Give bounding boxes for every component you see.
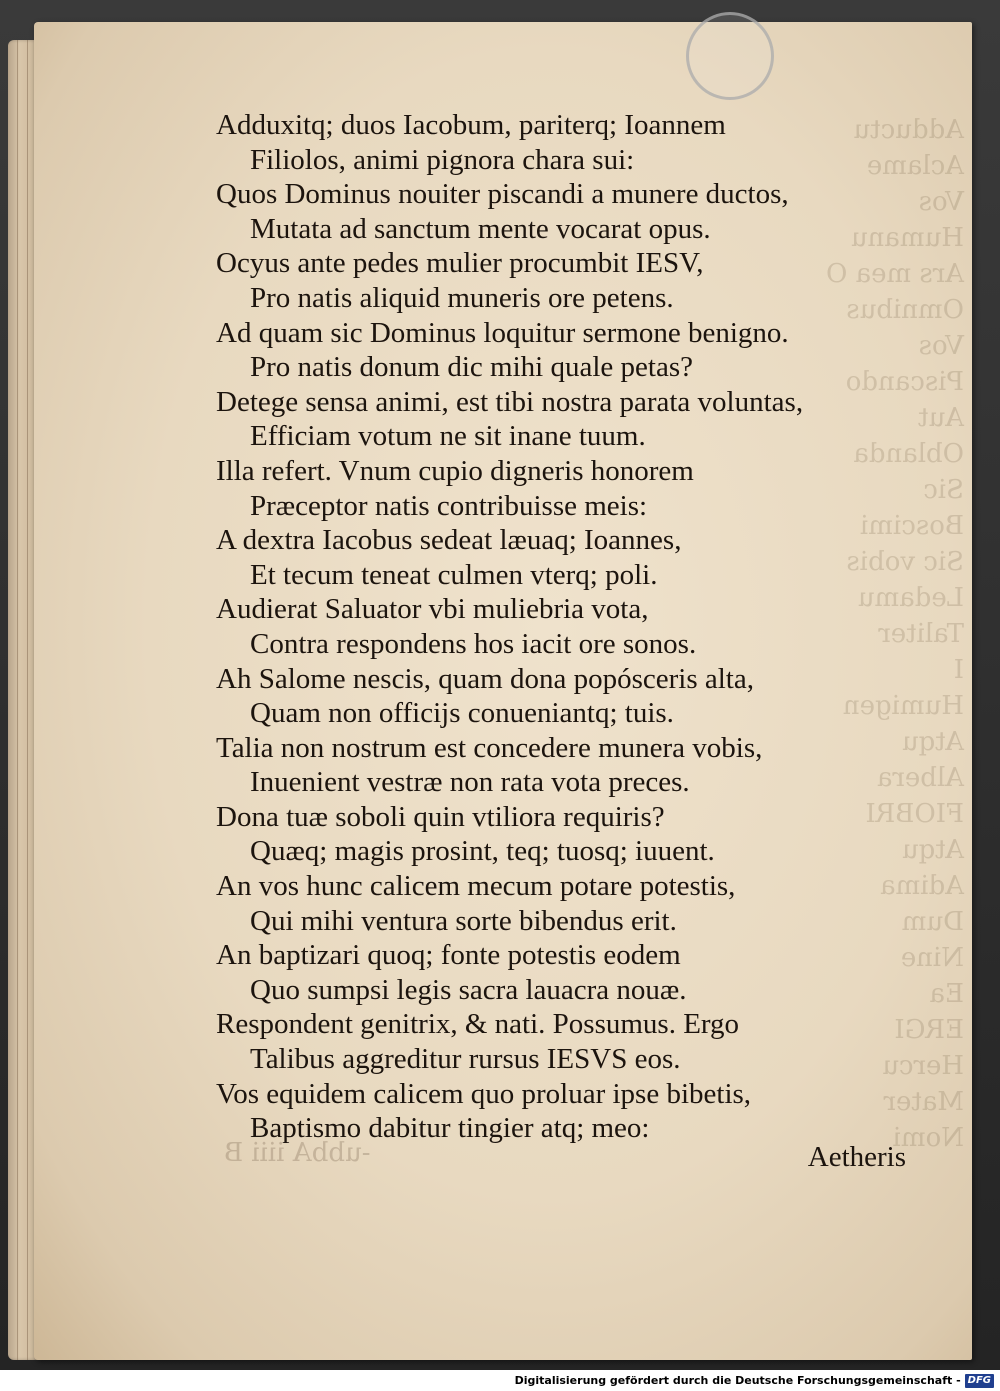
verse-line: Ad quam sic Dominus loquitur sermone benigno. (216, 316, 789, 349)
verse-line: Mutata ad sanctum mente vocarat opus. (250, 212, 711, 245)
verse-line: A dextra Iacobus sedeat læuaq; Ioannes, (216, 524, 682, 557)
verse-line: Respondent genitrix, & nati. Possumus. Ergo (216, 1008, 740, 1041)
catchword: Aetheris (807, 1141, 906, 1173)
verse-line: Quos Dominus nouiter piscandi a munere ductos, (216, 178, 789, 211)
verse-line: Filiolos, animi pignora chara sui: (250, 143, 635, 176)
verse-line: An vos hunc calicem mecum potare potestis, (216, 870, 736, 903)
verse-line: Quam non officijs conueniantq; tuis. (250, 697, 674, 730)
book-page (34, 22, 972, 1360)
verse-line: Talibus aggreditur rursus IESVS eos. (250, 1043, 681, 1076)
credit-bar (0, 1370, 1000, 1391)
show-through-text: Adductu Aclame Vos Humanu Ars mea O Omnibus Vos Piscando Aut Oblanda Sic Boscimi Sic vobis Ledamu Taliter I Humigen Atqu Albera FIOBRI Atqu Adima Dum Nine Ea ERGI Hercu Mater Nomi (826, 115, 964, 1153)
verse-line: Dona tuæ soboli quin vtiliora requiris? (216, 800, 665, 833)
verse-text (216, 108, 906, 1146)
verse-line: Efficiam votum ne sit inane tuum. (250, 420, 646, 453)
verse-line: Pro natis donum dic mihi quale petas? (250, 351, 693, 384)
verse-line: Qui mihi ventura sorte bibendus erit. (250, 904, 677, 937)
verse-line: Talia non nostrum est concedere munera vobis, (216, 731, 763, 764)
verse-line: Adduxitq; duos Iacobum, pariterq; Ioannem (216, 109, 726, 141)
verse-line: Et tecum teneat culmen vterq; poli. (250, 558, 658, 591)
verse-line: Inuenient vestræ non rata vota preces. (250, 766, 690, 799)
verse-line: Contra respondens hos iacit ore sonos. (250, 627, 697, 660)
verse-line: Quæq; magis prosint, teq; tuosq; iuuent. (250, 835, 715, 868)
show-through-signature: -ubbA ⅲⅰ B (224, 1138, 371, 1168)
verse-line: Pro natis aliquid muneris ore petens. (250, 281, 674, 314)
clip-mark (686, 12, 774, 100)
verse-line: Baptismo dabitur tingier atq; meo: (250, 1112, 650, 1145)
verse-line: Quo sumpsi legis sacra lauacra nouæ. (250, 973, 687, 1006)
page-footer (216, 1135, 906, 1175)
verse-line: Ah Salome nescis, quam dona popósceris alta, (216, 662, 754, 695)
dfg-logo: DFG (965, 1374, 994, 1388)
verse-line: Ocyus ante pedes mulier procumbit IESV, (216, 247, 704, 280)
verse-line: Præceptor natis contribuisse meis: (250, 489, 648, 522)
verse-line: Audierat Saluator vbi muliebria vota, (216, 593, 649, 626)
credit-text: Digitalisierung gefördert durch die Deutsche Forschungsgemeinschaft - (514, 1374, 961, 1387)
verse-line: Vos equidem calicem quo proluar ipse bibetis, (216, 1077, 752, 1110)
verse-line: Illa refert. Vnum cupio digneris honorem (216, 454, 694, 487)
verse-line: Detege sensa animi, est tibi nostra parata voluntas, (216, 385, 804, 418)
verse-line: An baptizari quoq; fonte potestis eodem (216, 939, 681, 972)
